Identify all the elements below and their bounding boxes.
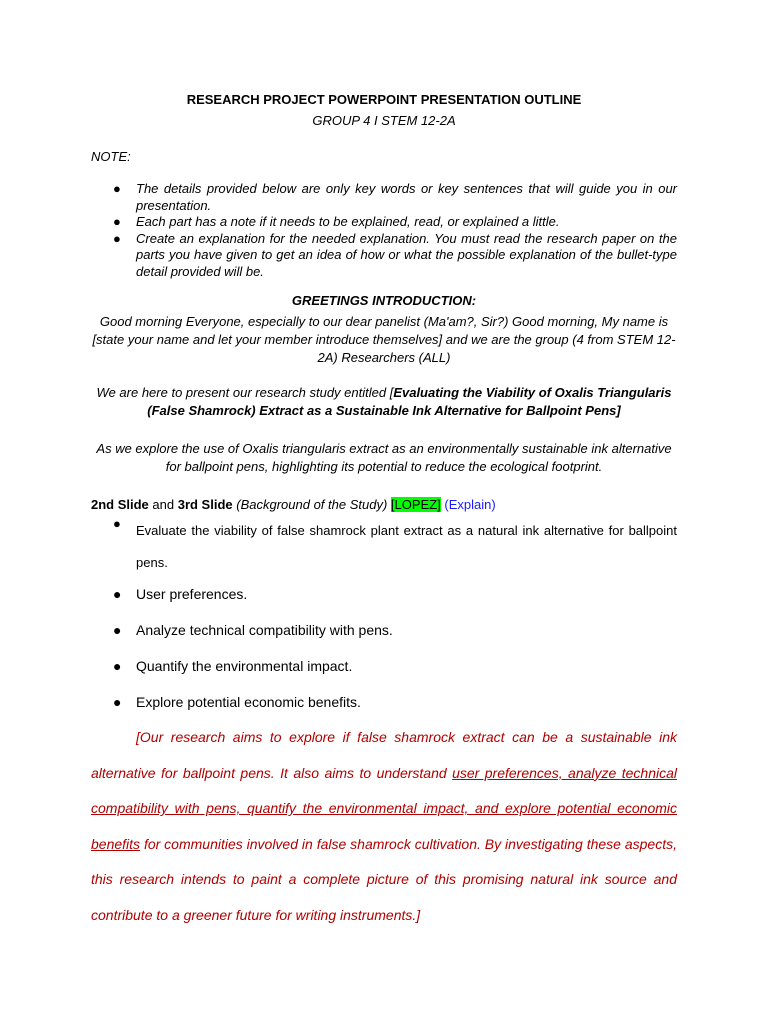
bullet-icon: ● xyxy=(113,230,121,246)
notes-list xyxy=(91,181,677,280)
background-item: ● Quantify the environmental impact. xyxy=(113,658,353,674)
bullet-icon: ● xyxy=(113,694,122,710)
background-list xyxy=(91,515,677,729)
background-item: ● Explore potential economic benefits. xyxy=(113,694,361,710)
bullet-icon: ● xyxy=(113,181,121,196)
explain-tag: (Explain) xyxy=(440,497,496,512)
study-title: Evaluating the Viability of Oxalis Triangularis (False Shamrock) Extract as a Sustainable Ink Alternative for Ballpoint Pens] xyxy=(147,385,672,418)
presentation-statement: We are here to present our research study entitled [Evaluating the Viability of Oxalis Triangularis (False Shamrock) Extract as a Sustainable Ink Alternative for Ballpoint Pens] xyxy=(96,385,672,418)
greetings-text: Good morning Everyone, especially to our dear panelist (Ma'am?, Sir?) Good morning, My name is [state your name and let your member introduce themselves] and we are the group (4 from STEM 12-2A) Researchers (ALL) xyxy=(92,314,676,365)
bullet-icon: ● xyxy=(113,586,122,602)
document-title: RESEARCH PROJECT POWERPOINT PRESENTATION OUTLINE xyxy=(186,92,582,107)
document-subtitle: GROUP 4 I STEM 12-2A xyxy=(312,113,456,128)
bullet-icon: ● xyxy=(113,658,122,674)
background-item: ● Evaluate the viability of false shamrock plant extract as a natural ink alternative for ballpoint pens. xyxy=(113,516,677,570)
bullet-icon: ● xyxy=(113,516,121,531)
greetings-heading: GREETINGS INTRODUCTION: xyxy=(291,293,477,308)
note-item: ● The details provided below are only key words or key sentences that will guide you in our presentation. xyxy=(113,181,677,213)
bullet-icon: ● xyxy=(113,214,121,229)
explanation-paragraph: [Our research aims to explore if false shamrock extract can be a sustainable ink alternative for ballpoint pens. It also aims to understand user preferences, analyze technical compatibility with pens, quantify the environmental impact, and explore potential economic benefits for communities involved in false shamrock cultivation. By investigating these aspects, this research intends to paint a complete picture of this promising natural ink source and contribute to a greener future for writing instruments.] xyxy=(91,729,677,923)
note-item: ● Create an explanation for the needed explanation. You must read the research paper on the parts you have given to get an idea of how or what the possible explanation of the bullet-type detail provided will be. xyxy=(113,230,677,279)
underlined-objectives: user preferences, analyze technical compatibility with pens, quantify the environmental impact, and explore potential economic benefits xyxy=(91,764,677,852)
slide-header: 2nd Slide and 3rd Slide (Background of the Study) [LOPEZ] (Explain) xyxy=(91,497,496,512)
bullet-icon: ● xyxy=(113,622,122,638)
note-item: ● Each part has a note if it needs to be explained, read, or explained a little. xyxy=(113,214,560,229)
explore-statement: As we explore the use of Oxalis triangularis extract as an environmentally sustainable ink alternative for ballpoint pens, highlighting its potential to reduce the ecological footprint. xyxy=(96,441,672,474)
assignee-highlight: [LOPEZ] xyxy=(390,497,441,512)
background-item: ● User preferences. xyxy=(113,586,248,602)
note-label: NOTE: xyxy=(91,149,131,164)
background-item: ● Analyze technical compatibility with pens. xyxy=(113,622,393,638)
